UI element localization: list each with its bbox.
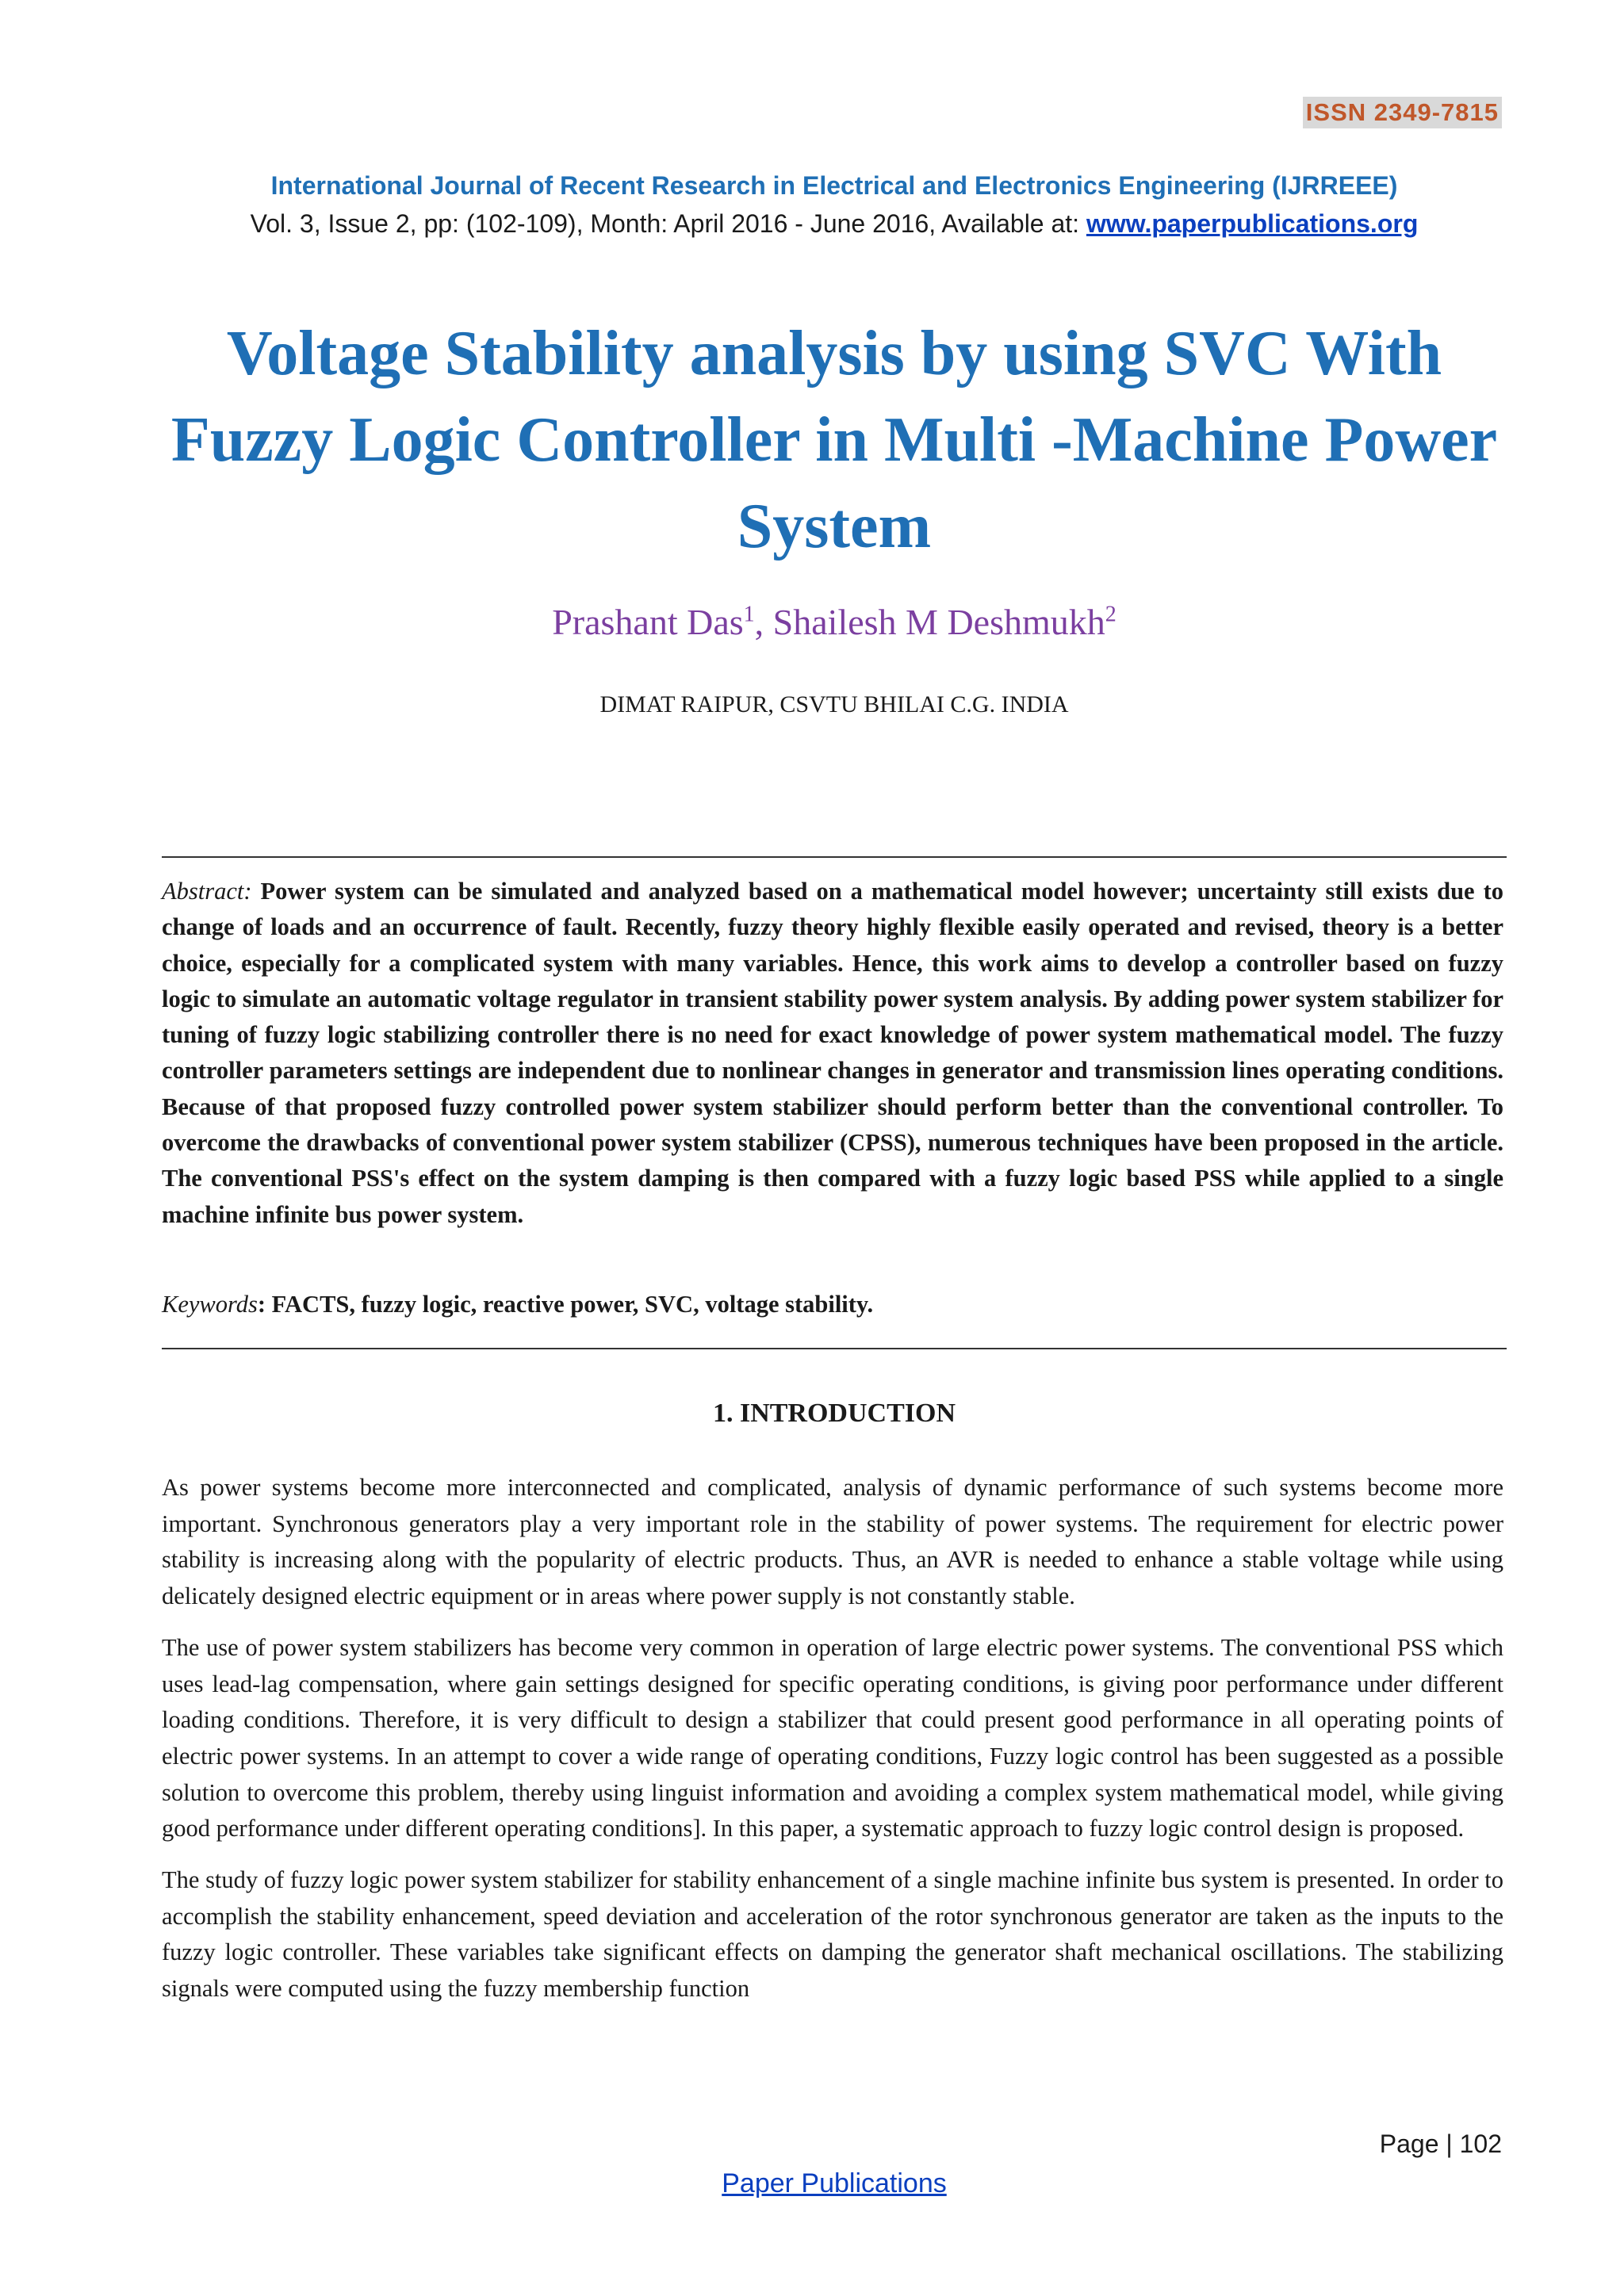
publisher-link[interactable]: Paper Publications — [722, 2168, 947, 2198]
paragraph: The study of fuzzy logic power system stabilizer for stability enhancement of a single machine infinite bus system is presented. In order to accomplish the stability enhancement, speed deviation and acceleration of the rotor synchronous generator are taken as the inputs to the fuzzy logic controller. These variables take significant effects on damping the generator shaft mechanical oscillations. The stabilizing signals were computed using the fuzzy membership function — [162, 1866, 1503, 2003]
abstract-text: Power system can be simulated and analyzed based on a mathematical model however; uncertainty still exists due to change of loads and an occurrence of fault. Recently, fuzzy theory highly flexible easily operated and revised, theory is a better choice, especially for a complicated system with many variables. Hence, this work aims to develop a controller based on fuzzy logic to simulate an automatic voltage regulator in transient stability power system analysis. By adding power system stabilizer for tuning of fuzzy logic stabilizing controller there is no need for exact knowledge of power system mathematical model. The fuzzy controller parameters settings are independent due to nonlinear changes in generator and transmission lines operating conditions. Because of that proposed fuzzy controlled power system stabilizer should perform better than the conventional controller. To overcome the drawbacks of conventional power system stabilizer (CPSS), numerous techniques have been proposed in the article. The conventional PSS's effect on the system damping is then compared with a fuzzy logic based PSS while applied to a single machine infinite bus power system. — [162, 878, 1503, 1228]
paper-title: Voltage Stability analysis by using SVC With Fuzzy Logic Controller in Multi -Machine Power System — [170, 319, 1498, 561]
volume-text: Vol. 3, Issue 2, pp: (102-109), Month: April 2016 - June 2016, Available at: — [250, 209, 1086, 238]
page-number: Page | 102 — [1379, 2130, 1502, 2158]
volume-line — [0, 209, 1624, 239]
journal-name: International Journal of Recent Research in Electrical and Electronics Engineering (IJRREEE) — [270, 171, 1398, 200]
abstract-label: Abstract: — [162, 878, 252, 905]
affiliation: DIMAT RAIPUR, CSVTU BHILAI C.G. INDIA — [599, 691, 1069, 718]
keywords-text: : FACTS, fuzzy logic, reactive power, SVC, voltage stability. — [257, 1291, 874, 1318]
author-2: Shailesh M Deshmukh — [772, 602, 1105, 642]
author-separator: , — [754, 602, 773, 642]
paragraph: As power systems become more interconnected and complicated, analysis of dynamic performance of such systems become more important. Synchronous generators play a very important role in the stability of power systems. The requirement for electric power stability is increasing along with the popularity of electric products. Thus, an AVR is needed to enhance a stable voltage while using delicately designed electric equipment or in areas where power supply is not constantly stable. — [162, 1474, 1503, 1610]
section-body — [162, 1470, 1503, 2022]
author-list — [0, 601, 1624, 643]
keywords — [162, 1291, 1503, 1318]
abstract-top-rule — [162, 856, 1507, 858]
issn-badge: ISSN 2349-7815 — [1303, 97, 1502, 128]
author-1-affiliation-mark: 1 — [743, 602, 755, 627]
journal-url-link[interactable]: www.paperpublications.org — [1086, 209, 1419, 238]
author-1: Prashant Das — [552, 602, 744, 642]
abstract-bottom-rule — [162, 1348, 1507, 1349]
paragraph: The use of power system stabilizers has become very common in operation of large electric power systems. The conventional PSS which uses lead-lag compensation, where gain settings designed for specific operating conditions, is giving poor performance under different loading conditions. Therefore, it is very difficult to design a stabilizer that could present good performance in all operating points of electric power systems. In an attempt to cover a wide range of operating conditions, Fuzzy logic control has been suggested as a possible solution to overcome this problem, thereby using linguist information and avoiding a complex system mathematical model, while giving good performance under different operating conditions]. In this paper, a systematic approach to fuzzy logic control design is proposed. — [162, 1633, 1503, 1843]
author-2-affiliation-mark: 2 — [1105, 602, 1116, 627]
section-heading: 1. INTRODUCTION — [712, 1399, 956, 1428]
keywords-label: Keywords — [162, 1291, 258, 1318]
abstract — [162, 874, 1503, 1233]
